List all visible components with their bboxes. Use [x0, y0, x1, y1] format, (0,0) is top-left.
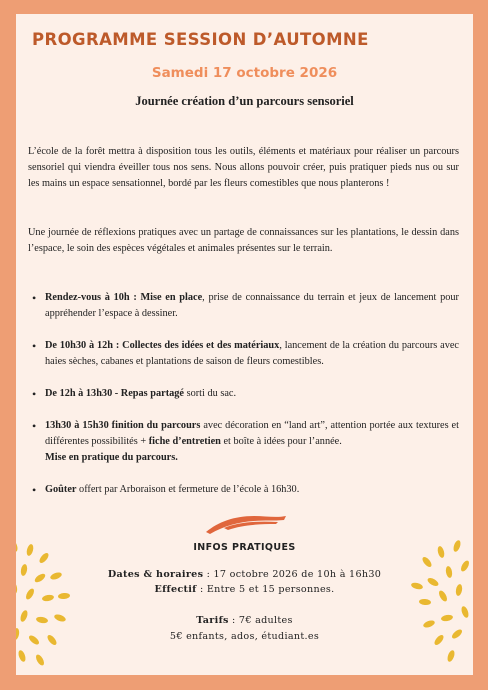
brush-stroke-decoration: [204, 512, 288, 536]
info-tarifs: [16, 615, 473, 626]
schedule-item-time: Rendez-vous à 10h : Mise en place: [45, 292, 203, 303]
info-effectif-value: : Entre 5 et 15 personnes.: [196, 584, 335, 595]
schedule-item-time: De 12h à 13h30 - Repas partagé: [45, 388, 185, 399]
schedule-item-text: sorti du sac.: [184, 388, 237, 399]
schedule-list: [28, 290, 459, 498]
event-date: Samedi 17 octobre 2026: [151, 65, 338, 81]
info-effectif: [16, 584, 473, 595]
schedule-item-text: , prise de connaissance du terrain et jeux de lancement pour appréhender l’espace à dessiner.: [45, 292, 459, 319]
schedule-item-time: De 10h30 à 12h : Collectes des idées et des matériaux: [45, 340, 280, 351]
event-subtitle: Journée création d’un parcours sensoriel: [135, 94, 354, 108]
schedule-item-time: Goûter: [45, 484, 77, 495]
schedule-item-text-2: et boîte à idées pour l’année.: [220, 436, 342, 447]
schedule-item-rendezvous: [28, 290, 459, 322]
schedule-item-time: 13h30 à 15h30 finition du parcours: [45, 420, 201, 431]
schedule-item-text: avec décoration en “land art”, attention portée aux textures et différentes possibilités +: [45, 420, 459, 447]
schedule-item-text: , lancement de la création du parcours avec haies sèches, cabanes et plantations de saison de fleurs comestibles.: [45, 340, 459, 367]
schedule-item-finition: [28, 418, 459, 466]
page-title: PROGRAMME SESSION D’AUTOMNE: [32, 30, 369, 49]
schedule-item-gouter: [28, 482, 459, 498]
schedule-item-practice: Mise en pratique du parcours.: [45, 452, 178, 463]
schedule-item-collectes: [28, 338, 459, 370]
flower-decoration-left: [16, 536, 80, 675]
schedule-item-highlight: fiche d’entretien: [148, 436, 221, 447]
info-dates: [16, 569, 473, 580]
flower-decoration-right: [411, 534, 473, 674]
info-dates-label: Dates & horaires: [107, 569, 204, 580]
info-tarifs-label: Tarifs: [196, 615, 229, 626]
schedule-item-repas: [28, 386, 459, 402]
info-title: INFOS PRATIQUES: [193, 542, 296, 553]
intro-paragraph-2: Une journée de réflexions pratiques avec un partage de connaissances sur les plantations, le dessin dans l’espace, le soin des espèces végétales et animales présentes sur le terrain.: [28, 227, 459, 254]
schedule-item-text: offert par Arboraison et fermeture de l’école à 16h30.: [76, 484, 300, 495]
info-tarifs-reduced: 5€ enfants, ados, étudiant.es: [169, 631, 320, 642]
info-effectif-label: Effectif: [154, 584, 197, 595]
intro-paragraph-1: L’école de la forêt mettra à disposition tous les outils, éléments et matériaux pour réaliser un parcours sensoriel qui viendra éveiller tous nos sens. Nous allons pouvoir créer, puis pratiquer pieds nus ou sur les mains un espace sensationnel, bordé par les fleurs comestibles que nous planterons !: [28, 146, 459, 189]
program-page: [16, 14, 473, 675]
info-tarifs-value: : 7€ adultes: [228, 615, 293, 626]
info-dates-value: : 17 octobre 2026 de 10h à 16h30: [203, 569, 382, 580]
